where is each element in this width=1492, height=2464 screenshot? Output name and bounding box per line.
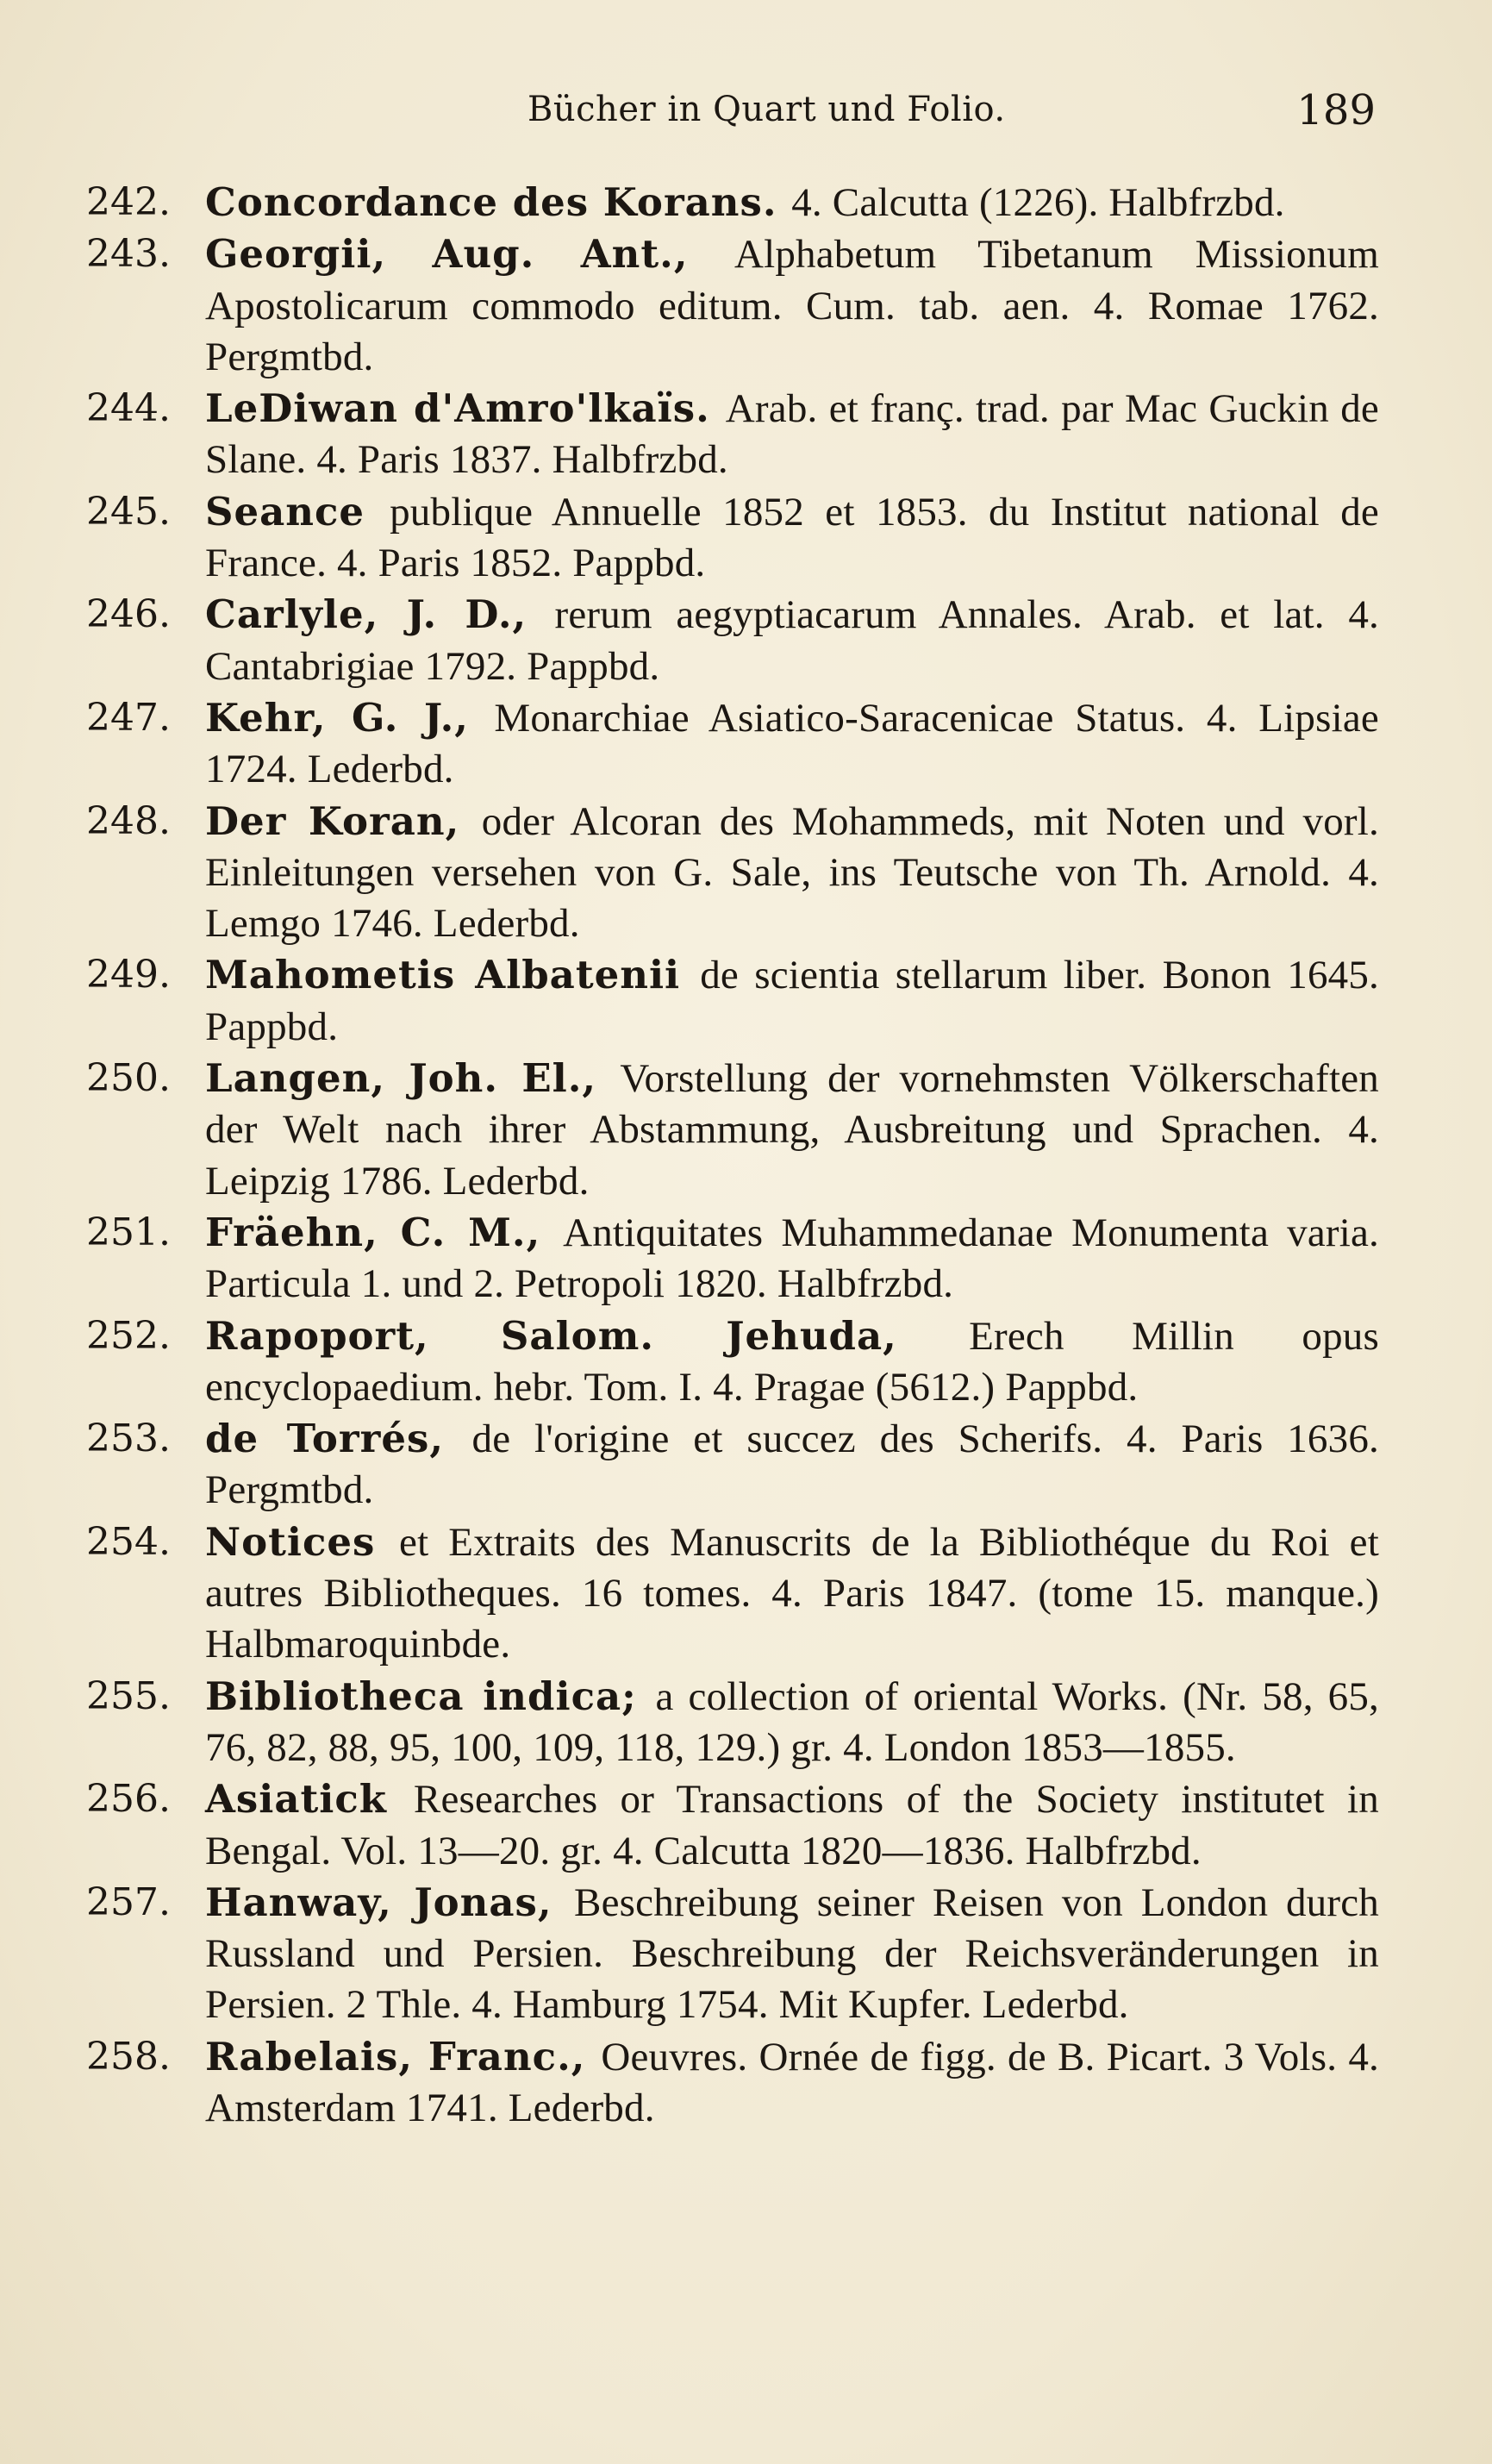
entry-description: Vorstellung der vornehmsten Völkerschaften der Welt nach ihrer Abstammung, Ausbreitung und Sprachen. 4. Leipzig 1786. Lederbd.	[205, 1056, 1379, 1204]
catalog-entry	[86, 486, 1379, 590]
entry-description: Oeuvres. Ornée de figg. de B. Picart. 3 Vols. 4. Amsterdam 1741. Lederbd.	[205, 2034, 1379, 2130]
catalog-entry	[86, 1517, 1379, 1671]
entry-description: Antiquitates Muhammedanae Monumenta varia. Particula 1. und 2. Petropoli 1820. Halbfrzbd.	[205, 1210, 1380, 1307]
entry-heading: de Torrés,	[205, 1416, 472, 1462]
entry-number: 256.	[86, 1777, 171, 1822]
entry-heading: Der Koran,	[205, 797, 482, 844]
catalog-entry	[86, 177, 1379, 228]
entry-description: et Extraits des Manuscrits de la Bibliothéque du Roi et autres Bibliotheques. 16 tomes. 4. Paris 1847. (tome 15. manque.) Halbmaroquinbde.	[205, 1519, 1379, 1667]
entry-heading: Hanway, Jonas,	[205, 1879, 575, 1925]
entry-description: publique Annuelle 1852 et 1853. du Institut national de France. 4. Paris 1852. Pappbd.	[205, 489, 1379, 586]
entry-heading: Carlyle, J. D.,	[205, 591, 555, 638]
catalog-entry	[86, 796, 1379, 950]
catalog-entry	[86, 228, 1379, 383]
entry-number: 243.	[86, 232, 171, 277]
entry-description: Researches or Transactions of the Society institutet in Bengal. Vol. 13—20. gr. 4. Calcutta 1820—1836. Halbfrzbd.	[205, 1777, 1379, 1873]
catalog-entry	[86, 1053, 1379, 1207]
entry-number: 254.	[86, 1519, 171, 1564]
running-title: Bücher in Quart und Folio.	[528, 90, 1006, 129]
entry-number: 255.	[86, 1673, 171, 1718]
entry-number: 245.	[86, 489, 171, 534]
entry-number: 252.	[86, 1313, 171, 1358]
entry-heading: Notices	[205, 1518, 400, 1565]
entry-heading: Rapoport, Salom. Jehuda,	[205, 1312, 970, 1359]
entry-heading: Georgii, Aug. Ant.,	[205, 231, 734, 278]
entry-description: de l'origine et succez des Scherifs. 4. Paris 1636. Pergmtbd.	[205, 1416, 1379, 1513]
entry-description: Alphabetum Tibetanum Missionum Apostolicarum commodo editum. Cum. tab. aen. 4. Romae 1762. Pergmtbd.	[205, 232, 1379, 379]
catalog-entry	[86, 383, 1379, 486]
running-head	[0, 86, 1492, 141]
entry-heading: Bibliotheca indica;	[205, 1673, 656, 1719]
entry-number: 253.	[86, 1416, 171, 1461]
entry-heading: Concordance des Korans.	[205, 179, 792, 225]
entry-description: 4. Calcutta (1226). Halbfrzbd.	[791, 180, 1285, 225]
entry-number: 244.	[86, 386, 171, 431]
entry-heading: LeDiwan d'Amro'lkaïs.	[205, 385, 726, 432]
entry-description: de scientia stellarum liber. Bonon 1645. Pappbd.	[205, 953, 1379, 1049]
entry-description: rerum aegyptiacarum Annales. Arab. et lat. 4. Cantabrigiae 1792. Pappbd.	[205, 592, 1379, 689]
catalog-entry	[86, 1877, 1379, 2031]
entry-number: 248.	[86, 798, 171, 843]
catalog-entry	[86, 1207, 1379, 1310]
catalog-entry	[86, 589, 1379, 692]
entry-number: 250.	[86, 1056, 171, 1101]
catalog-entry	[86, 949, 1379, 1053]
catalog-entry	[86, 1310, 1379, 1414]
entry-heading: Kehr, G. J.,	[205, 694, 495, 741]
entry-description: Erech Millin opus encyclopaedium. hebr. Tom. I. 4. Pragae (5612.) Pappbd.	[205, 1313, 1379, 1410]
entry-number: 249.	[86, 953, 171, 997]
entry-number: 242.	[86, 180, 171, 224]
entry-description: Arab. et franç. trad. par Mac Guckin de Slane. 4. Paris 1837. Halbfrzbd.	[205, 386, 1379, 483]
entry-number: 257.	[86, 1879, 171, 1924]
catalog-entry	[86, 1413, 1379, 1517]
entry-heading: Fräehn, C. M.,	[205, 1209, 564, 1255]
entry-heading: Langen, Joh. El.,	[205, 1055, 621, 1102]
catalog-entry	[86, 692, 1379, 796]
catalog-entry	[86, 2031, 1379, 2135]
entry-description: a collection of oriental Works. (Nr. 58, 65, 76, 82, 88, 95, 100, 109, 118, 129.) gr. 4. London 1853—1855.	[205, 1673, 1379, 1770]
page-number: 189	[1296, 86, 1376, 134]
entry-heading: Asiatick	[205, 1776, 414, 1823]
entry-description: Beschreibung seiner Reisen von London durch Russland und Persien. Beschreibung der Reichsveränderungen in Persien. 2 Thle. 4. Hamburg 1754. Mit Kupfer. Lederbd.	[205, 1879, 1379, 2028]
catalog-entry	[86, 1671, 1379, 1774]
entry-number: 247.	[86, 695, 171, 740]
catalog-entries	[86, 177, 1379, 2134]
entry-description: oder Alcoran des Mohammeds, mit Noten und vorl. Einleitungen versehen von G. Sale, ins Teutsche von Th. Arnold. 4. Lemgo 1746. Lederbd.	[205, 798, 1379, 947]
entry-heading: Mahometis Albatenii	[205, 952, 701, 998]
entry-number: 251.	[86, 1210, 171, 1254]
entry-number: 258.	[86, 2034, 171, 2079]
catalog-entry	[86, 1773, 1379, 1877]
entry-heading: Seance	[205, 488, 390, 535]
entry-heading: Rabelais, Franc.,	[205, 2033, 602, 2079]
entry-number: 246.	[86, 592, 171, 637]
entry-description: Monarchiae Asiatico-Saracenicae Status. 4. Lipsiae 1724. Lederbd.	[205, 695, 1379, 792]
